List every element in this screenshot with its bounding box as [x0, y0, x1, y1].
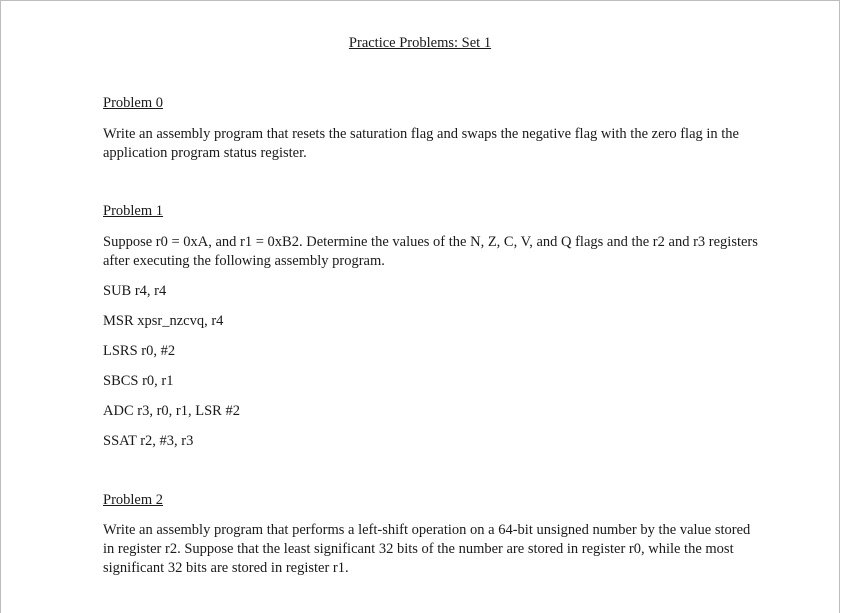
code-line: SBCS r0, r1 — [103, 373, 174, 389]
code-line: SSAT r2, #3, r3 — [103, 433, 194, 449]
document-title: Practice Problems: Set 1 — [348, 35, 492, 51]
problem-2-text: Write an assembly program that performs a left-shift operation on a 64-bit unsigned number by the value stored in register r2. Suppose that the least significant 32 bits of the number are stored in register r0, while the most significant 32 bits are stored in register r1. — [103, 522, 751, 576]
problem-1-text: Suppose r0 = 0xA, and r1 = 0xB2. Determine the values of the N, Z, C, V, and Q flags and the r2 and r3 registers after executing the following assembly program. — [103, 234, 758, 269]
problem-0-text: Write an assembly program that resets the saturation flag and swaps the negative flag with the zero flag in the application program status register. — [103, 126, 739, 161]
code-line: SUB r4, r4 — [103, 283, 167, 299]
code-line: LSRS r0, #2 — [103, 343, 176, 359]
problem-1-heading: Problem 1 — [103, 203, 164, 219]
code-line: MSR xpsr_nzcvq, r4 — [103, 313, 224, 329]
code-line: ADC r3, r0, r1, LSR #2 — [103, 403, 240, 419]
problem-0-heading: Problem 0 — [103, 95, 164, 111]
problem-2-heading: Problem 2 — [103, 492, 164, 508]
